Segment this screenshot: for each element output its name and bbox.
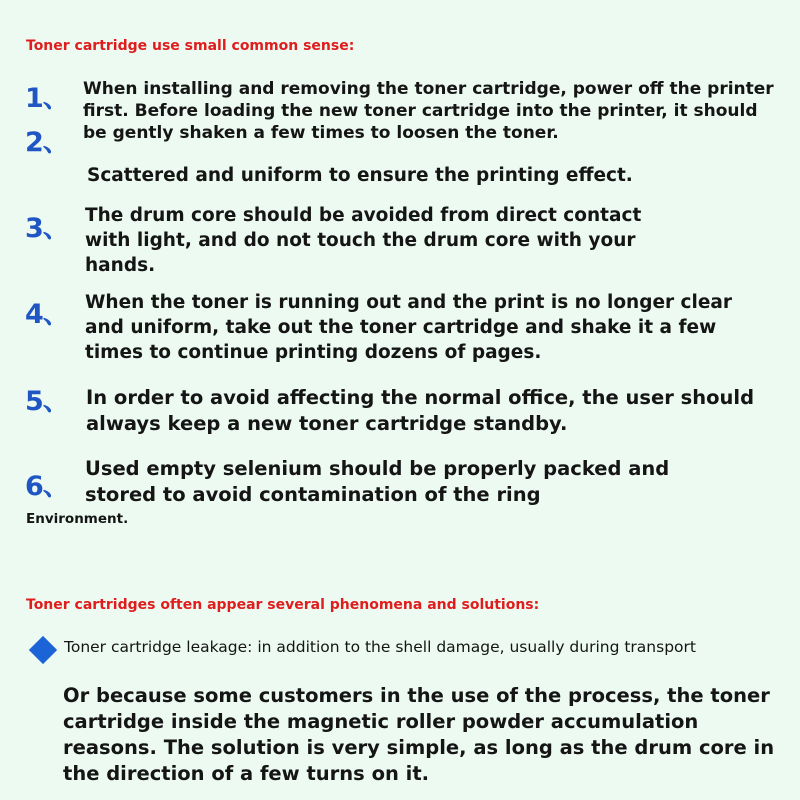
item-6-line-2: stored to avoid contamination of the ring [85, 483, 541, 506]
item-6-line-3: Environment. [26, 511, 129, 527]
item-4-line-1: When the toner is running out and the print is no longer clear [85, 292, 733, 313]
item-6-line-1: Used empty selenium should be properly packed and [85, 457, 670, 480]
item-number-4: 4、 [25, 299, 69, 330]
item-3-line-2: with light, and do not touch the drum core with your [85, 230, 636, 251]
item-5-line-2: always keep a new toner cartridge standby. [86, 412, 568, 435]
item-number-3: 3、 [25, 213, 69, 244]
solution-line-1: Or because some customers in the use of the process, the toner [63, 684, 770, 707]
item-number-5: 5、 [25, 386, 69, 417]
item-4-line-3: times to continue printing dozens of pages. [85, 342, 542, 363]
section-heading-phenomena-solutions: Toner cartridges often appear several phenomena and solutions: [26, 597, 540, 613]
item-3-line-1: The drum core should be avoided from direct contact [85, 205, 642, 226]
item-5-line-1: In order to avoid affecting the normal office, the user should [86, 386, 755, 409]
item-1-line-2: first. Before loading the new toner cartridge into the printer, it should [83, 101, 758, 121]
section-heading-usage-tips: Toner cartridge use small common sense: [26, 38, 355, 54]
solution-line-4: the direction of a few turns on it. [63, 762, 430, 785]
item-2-line-1: be gently shaken a few times to loosen the toner. [83, 123, 559, 143]
item-number-6: 6、 [25, 471, 69, 502]
item-3-line-3: hands. [85, 255, 156, 276]
item-1-line-1: When installing and removing the toner cartridge, power off the printer [83, 79, 774, 99]
item-4-line-2: and uniform, take out the toner cartridge and shake it a few [85, 317, 717, 338]
item-number-1: 1、 [25, 83, 69, 114]
diamond-bullet-icon [29, 636, 57, 664]
item-number-2: 2、 [25, 127, 69, 158]
solution-line-3: reasons. The solution is very simple, as long as the drum core in [63, 736, 775, 759]
solution-line-2: cartridge inside the magnetic roller powder accumulation [63, 710, 699, 733]
bullet-leakage-text: Toner cartridge leakage: in addition to the shell damage, usually during transport [64, 638, 696, 656]
item-2-line-2: Scattered and uniform to ensure the printing effect. [87, 165, 633, 186]
